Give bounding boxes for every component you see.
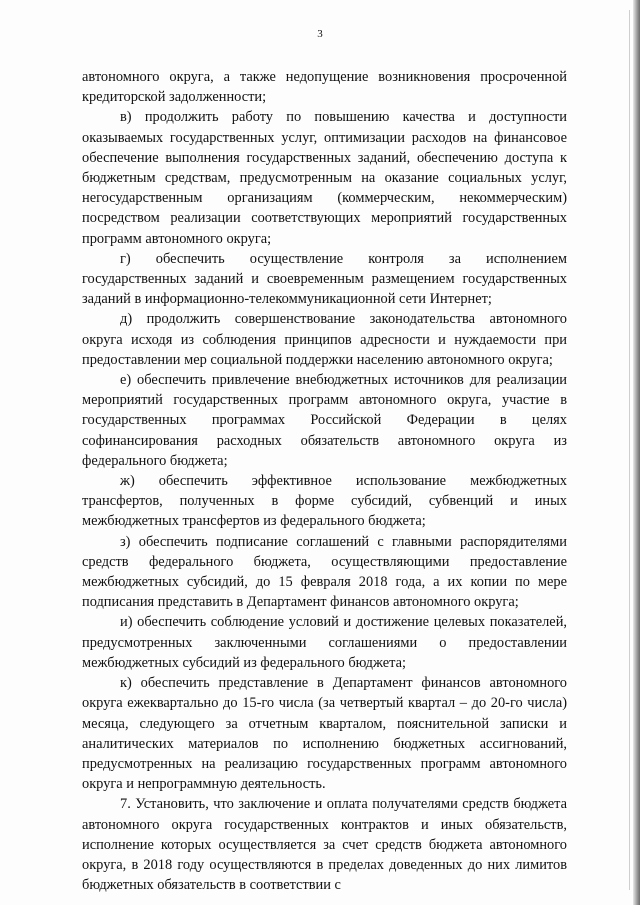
document-body: [82, 67, 567, 895]
paragraph-item-k: к) обеспечить представление в Департамент финансов автономного округа ежеквартально до 15-го числа (за четвертый квартал – до 20-го числа) месяца, следующего за отчетным кварталом, пояснительной записки и аналитических материалов по исполнению бюджетных ассигнований, предусмотренных на реализацию государственных программ автономного округа и непрограммную деятельность.: [82, 675, 567, 793]
paragraph-item-e: е) обеспечить привлечение внебюджетных источников для реализации мероприятий государственных программ автономного округа, участие в государственных программах Российской Федерации в целях софинансирования расходных обязательств автономного округа из федерального бюджета;: [82, 372, 567, 469]
paragraph-item-z: з) обеспечить подписание соглашений с главными распорядителями средств федерального бюджета, осуществляющими предоставление межбюджетных субсидий, до 15 февраля 2018 года, а их копии по мере подписания представить в Департамент финансов автономного округа;: [82, 533, 567, 611]
paragraph-item-d: д) продолжить совершенствование законодательства автономного округа исходя из соблюдения принципов адресности и нуждаемости при предоставлении мер социальной поддержки населению автономного округа;: [82, 311, 567, 368]
paragraph-item-i: и) обеспечить соблюдение условий и достижение целевых показателей, предусмотренных заключенными соглашениями о предоставлении межбюджетных субсидий из федерального бюджета;: [82, 614, 567, 671]
scan-edge-shadow: [633, 0, 640, 905]
paragraph-continuation: автономного округа, а также недопущение возникновения просроченной кредиторской задолженности;: [82, 69, 567, 106]
paragraph-item-v: в) продолжить работу по повышению качества и доступности оказываемых государственных услуг, оптимизации расходов на финансовое обеспечение выполнения государственных заданий, обеспечению доступа к бюджетным средствам, предусмотренным на оказание социальных услуг, негосударственным организациям (коммерческим, некоммерческим) посредством реализации соответствующих мероприятий государственных программ автономного округа;: [82, 109, 567, 247]
paragraph-section-7: 7. Установить, что заключение и оплата получателями средств бюджета автономного округа государственных контрактов и иных обязательств, исполнение которых осуществляется за счет средств бюджета автономного округа, в 2018 году осуществляются в пределах доведенных до них лимитов бюджетных обязательств в соответствии с: [82, 796, 567, 894]
paragraph-item-zh: ж) обеспечить эффективное использование межбюджетных трансфертов, полученных в форме субсидий, субвенций и иных межбюджетных трансфертов из федерального бюджета;: [82, 473, 567, 530]
page-number: 3: [317, 28, 323, 40]
scan-edge-line: [629, 10, 630, 890]
paragraph-item-g: г) обеспечить осуществление контроля за исполнением государственных заданий и своевременным размещением государственных заданий в информационно-телекоммуникационной сети Интернет;: [82, 250, 567, 308]
